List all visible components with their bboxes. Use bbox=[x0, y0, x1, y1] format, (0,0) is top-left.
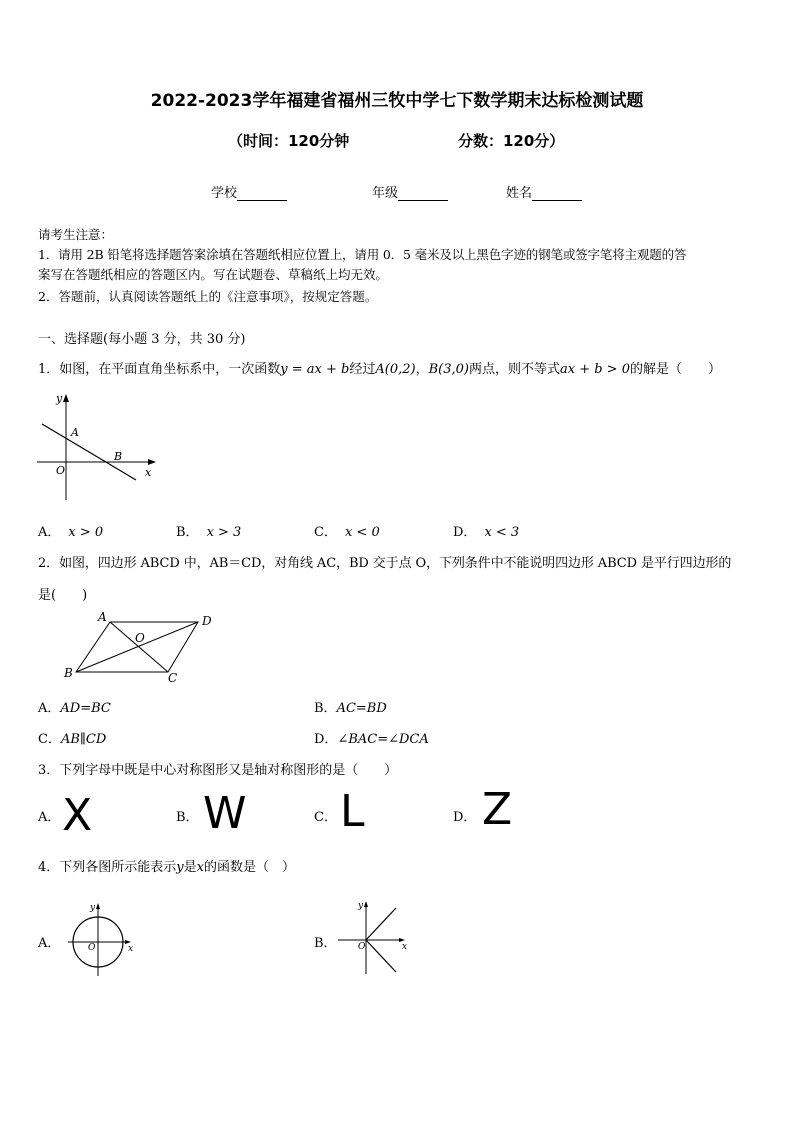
q3-option-c-letter: L bbox=[340, 786, 365, 837]
question-2-text-2: 是( ) bbox=[38, 588, 88, 603]
notice-line-2: 2．答题前，认真阅读答题纸上的《注意事项》，按规定答题。 bbox=[38, 289, 378, 304]
school-field bbox=[211, 182, 287, 201]
q2-label-b: B bbox=[64, 666, 73, 680]
q2-label-d: D bbox=[202, 614, 212, 628]
notice-line-1b: 案写在答题纸相应的答题区内。写在试题卷、草稿纸上均无效。 bbox=[38, 267, 389, 282]
q4b-label-y: y bbox=[358, 901, 364, 911]
q4-option-a-figure bbox=[62, 900, 142, 980]
q4b-y-arrow bbox=[364, 901, 368, 907]
q1-option-d[interactable]: D． x < 3 bbox=[453, 525, 520, 540]
q1-label-o: O bbox=[56, 464, 66, 477]
q1-sep: ， bbox=[415, 362, 429, 377]
q4a-label-y: y bbox=[90, 903, 96, 913]
grade-field bbox=[372, 182, 448, 201]
q1-equation: y = ax + b bbox=[280, 362, 350, 377]
grade-label: 年级 bbox=[372, 186, 399, 201]
exam-score: 分数：120分） bbox=[458, 132, 565, 150]
q2-option-d[interactable]: D．∠BAC=∠DCA bbox=[314, 732, 429, 747]
question-3-text: 3．下列字母中既是中心对称图形又是轴对称图形的是（ ） bbox=[38, 763, 398, 778]
q3-option-d-label[interactable]: D． bbox=[453, 810, 477, 825]
question-4-text: 4．下列各图所示能表示y是x的函数是（ ） bbox=[38, 860, 296, 875]
q4b-ray-down bbox=[366, 940, 396, 972]
q4b-ray-up bbox=[366, 908, 396, 940]
q2-option-b[interactable]: B．AC=BD bbox=[314, 701, 387, 716]
school-label: 学校 bbox=[211, 186, 238, 201]
q1-label-b: B bbox=[114, 450, 123, 463]
q3-option-d-letter: Z bbox=[482, 784, 513, 835]
q1-option-c[interactable]: C． x < 0 bbox=[314, 525, 380, 540]
name-label: 姓名 bbox=[506, 186, 533, 201]
q2-label-c: C bbox=[168, 671, 178, 685]
notice-line-1: 1．请用 2B 铅笔将选择题答案涂填在答题纸相应位置上，请用 0．5 毫米及以上黑色字迹的钢笔或签字笔将主观题的答 bbox=[38, 247, 687, 262]
q1-label-a: A bbox=[71, 426, 79, 439]
q2-diagonal-ac bbox=[110, 622, 168, 672]
q4-option-b-figure bbox=[334, 898, 414, 978]
q2-figure bbox=[60, 608, 220, 688]
q4-option-b-label[interactable]: B． bbox=[314, 936, 337, 951]
q1-figure bbox=[34, 390, 164, 510]
exam-title: 2022-2023学年福建省福州三牧中学七下数学期末达标检测试题 bbox=[150, 91, 644, 111]
q1-text-c: 两点，则不等式 bbox=[468, 362, 560, 377]
q1-option-b[interactable]: B． x > 3 bbox=[176, 525, 242, 540]
q3-option-c-label[interactable]: C． bbox=[314, 810, 337, 825]
q4a-label-o: O bbox=[88, 943, 96, 953]
question-2-text: 2．如图，四边形 ABCD 中，AB＝CD，对角线 AC，BD 交于点 O，下列条件中不能说明四边形 ABCD 是平行四边形的 bbox=[38, 556, 732, 571]
q2-diagonal-bd bbox=[76, 622, 198, 672]
q4b-label-x: x bbox=[402, 942, 408, 952]
q1-label-y: y bbox=[56, 392, 63, 405]
exam-time: （时间：120分钟 bbox=[228, 132, 350, 150]
q4-option-a-label[interactable]: A． bbox=[38, 936, 61, 951]
q2-option-a[interactable]: A．AD=BC bbox=[38, 701, 111, 716]
grade-blank[interactable] bbox=[398, 187, 448, 201]
q1-label-x: x bbox=[145, 466, 152, 479]
q3-option-b-label[interactable]: B． bbox=[176, 810, 199, 825]
q2-label-o: O bbox=[135, 631, 145, 645]
q2-option-c[interactable]: C．AB∥CD bbox=[38, 732, 107, 747]
q1-option-a[interactable]: A． x > 0 bbox=[38, 525, 104, 540]
q1-text-b: 经过 bbox=[349, 362, 376, 377]
name-field bbox=[506, 182, 582, 201]
q4a-y-arrow bbox=[96, 903, 100, 909]
q1-text-a: 1．如图，在平面直角坐标系中，一次函数 bbox=[38, 362, 281, 377]
q1-point-a: A(0,2) bbox=[375, 362, 416, 377]
q1-point-b: B(3,0) bbox=[428, 362, 469, 377]
school-blank[interactable] bbox=[237, 187, 287, 201]
section-title: 一、选择题(每小题 3 分，共 30 分) bbox=[38, 332, 246, 347]
q3-option-b-letter: W bbox=[203, 788, 247, 839]
q1-x-arrow bbox=[148, 459, 156, 465]
q1-y-arrow bbox=[63, 394, 69, 402]
q1-text-d: 的解是（ ） bbox=[629, 362, 721, 377]
q2-label-a: A bbox=[98, 610, 107, 624]
q1-inequality: ax + b > 0 bbox=[559, 362, 630, 377]
notice-heading: 请考生注意： bbox=[38, 227, 114, 242]
question-1-text bbox=[38, 358, 721, 377]
q3-option-a-label[interactable]: A． bbox=[38, 810, 61, 825]
q3-option-a-letter: X bbox=[62, 790, 93, 841]
q4a-label-x: x bbox=[128, 944, 134, 954]
name-blank[interactable] bbox=[532, 187, 582, 201]
q4b-label-o: O bbox=[358, 942, 366, 952]
